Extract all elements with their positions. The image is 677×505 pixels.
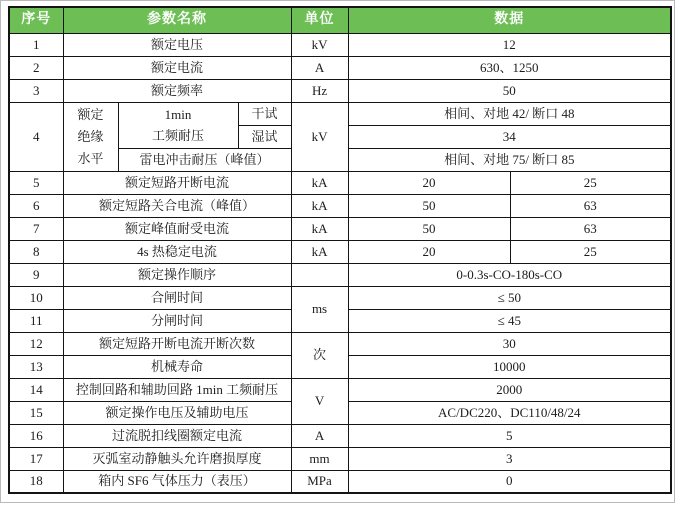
cell-num: 14 [9, 378, 63, 401]
table-row [9, 447, 671, 470]
table-row [9, 378, 671, 401]
cell-unit: 次 [291, 332, 348, 378]
cell-num: 6 [9, 194, 63, 217]
freq-line: 工频耐压 [151, 128, 204, 143]
cell-lightning-impulse-label: 雷电冲击耐压（峰值） [118, 148, 291, 171]
cell-data: 630、1250 [348, 56, 671, 79]
cell-data-right: 25 [510, 240, 671, 263]
cell-name: 额定频率 [63, 79, 291, 102]
cell-num: 15 [9, 401, 63, 424]
cell-data: 34 [348, 125, 671, 148]
cell-data: 10000 [348, 355, 671, 378]
cell-data: 12 [348, 33, 671, 56]
table-row [9, 424, 671, 447]
cell-data-left: 50 [348, 217, 510, 240]
cell-num: 18 [9, 470, 63, 493]
table-row [9, 33, 671, 56]
table-row [9, 332, 671, 355]
table-row [9, 470, 671, 493]
cell-unit: kV [291, 33, 348, 56]
cell-name: 过流脱扣线圈额定电流 [63, 424, 291, 447]
cell-num: 17 [9, 447, 63, 470]
cell-num: 9 [9, 263, 63, 286]
cell-name: 4s 热稳定电流 [63, 240, 291, 263]
cell-num: 16 [9, 424, 63, 447]
cell-unit: V [291, 378, 348, 424]
cell-data-left: 50 [348, 194, 510, 217]
cell-data-right: 25 [510, 171, 671, 194]
cell-num: 12 [9, 332, 63, 355]
cell-data: 5 [348, 424, 671, 447]
cell-unit: ms [291, 286, 348, 332]
cell-data: 相间、对地 75/ 断口 85 [348, 148, 671, 171]
cell-data-right: 63 [510, 194, 671, 217]
cell-dry-test-label: 干试 [238, 102, 291, 125]
cell-data: 0-0.3s-CO-180s-CO [348, 263, 671, 286]
cell-data: 0 [348, 470, 671, 493]
cell-data: ≤ 50 [348, 286, 671, 309]
cell-name: 分闸时间 [63, 309, 291, 332]
cell-data-left: 20 [348, 171, 510, 194]
cell-name: 额定操作电压及辅助电压 [63, 401, 291, 424]
cell-data: AC/DC220、DC110/48/24 [348, 401, 671, 424]
table-row [9, 217, 671, 240]
cell-name: 控制回路和辅助回路 1min 工频耐压 [63, 378, 291, 401]
header-cell-data: 数据 [348, 7, 671, 33]
header-cell-unit: 单位 [291, 7, 348, 33]
cell-num: 10 [9, 286, 63, 309]
cell-num: 3 [9, 79, 63, 102]
cell-insulation-level-group [63, 102, 118, 171]
cell-num: 2 [9, 56, 63, 79]
cell-name: 额定短路关合电流（峰值） [63, 194, 291, 217]
cell-name: 额定操作顺序 [63, 263, 291, 286]
cell-unit: kV [291, 102, 348, 171]
table-row [9, 171, 671, 194]
cell-data: ≤ 45 [348, 309, 671, 332]
cell-name: 箱内 SF6 气体压力（表压） [63, 470, 291, 493]
group-line: 绝缘 [77, 128, 104, 144]
header-cell-number: 序号 [9, 7, 63, 33]
cell-num: 11 [9, 309, 63, 332]
group-line: 水平 [77, 150, 104, 166]
cell-unit: kA [291, 171, 348, 194]
cell-data: 3 [348, 447, 671, 470]
cell-power-frequency-withstand [118, 102, 238, 148]
cell-data-left: 20 [348, 240, 510, 263]
cell-unit: kA [291, 217, 348, 240]
cell-name: 机械寿命 [63, 355, 291, 378]
cell-name: 额定电流 [63, 56, 291, 79]
table-row [9, 263, 671, 286]
cell-unit: A [291, 424, 348, 447]
cell-num: 7 [9, 217, 63, 240]
cell-num: 4 [9, 102, 63, 171]
cell-unit [291, 263, 348, 286]
table-row [9, 286, 671, 309]
cell-unit: MPa [291, 470, 348, 493]
spec-table [8, 6, 672, 494]
cell-num: 8 [9, 240, 63, 263]
cell-unit: kA [291, 194, 348, 217]
cell-data: 30 [348, 332, 671, 355]
cell-num: 1 [9, 33, 63, 56]
header-cell-parameter-name: 参数名称 [63, 7, 291, 33]
table-row [9, 79, 671, 102]
freq-line: 1min [164, 107, 192, 122]
cell-num: 5 [9, 171, 63, 194]
table-row [9, 56, 671, 79]
header-row [9, 7, 671, 33]
cell-unit: A [291, 56, 348, 79]
table-row [9, 240, 671, 263]
cell-unit: mm [291, 447, 348, 470]
cell-name: 灭弧室动静触头允许磨损厚度 [63, 447, 291, 470]
cell-data: 50 [348, 79, 671, 102]
cell-data: 2000 [348, 378, 671, 401]
cell-num: 13 [9, 355, 63, 378]
cell-name: 额定短路开断电流开断次数 [63, 332, 291, 355]
cell-unit: Hz [291, 79, 348, 102]
group-line: 额定 [77, 106, 104, 122]
cell-name: 额定短路开断电流 [63, 171, 291, 194]
cell-name: 额定电压 [63, 33, 291, 56]
cell-wet-test-label: 湿试 [238, 125, 291, 148]
cell-unit: kA [291, 240, 348, 263]
cell-name: 额定峰值耐受电流 [63, 217, 291, 240]
cell-data: 相间、对地 42/ 断口 48 [348, 102, 671, 125]
cell-name: 合闸时间 [63, 286, 291, 309]
cell-data-right: 63 [510, 217, 671, 240]
table-row-insulation-dry [9, 102, 671, 125]
table-row [9, 194, 671, 217]
